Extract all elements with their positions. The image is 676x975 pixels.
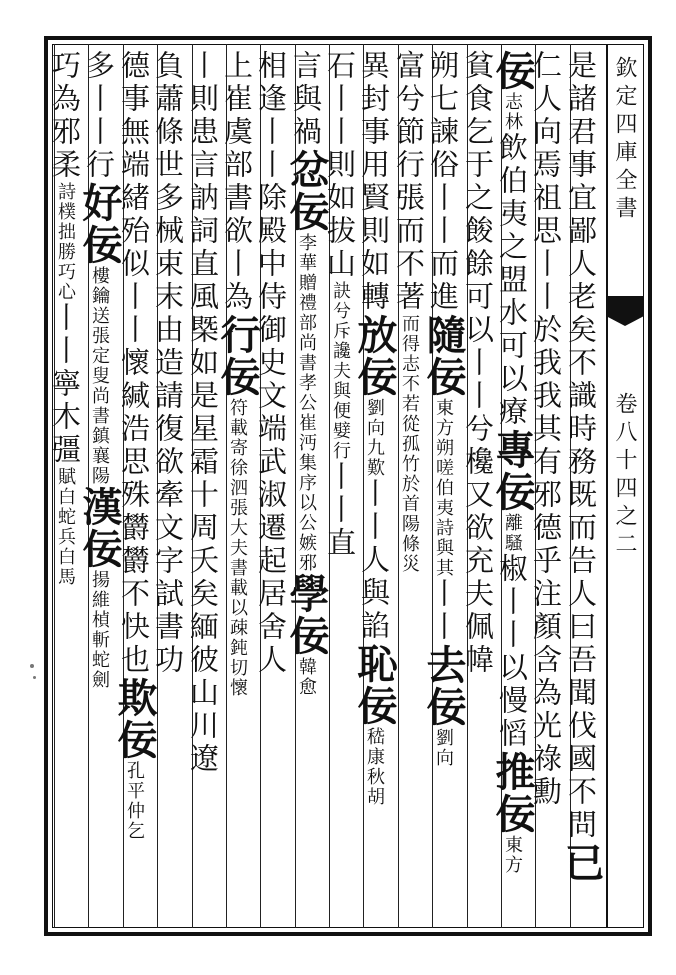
body-text: 丨丨 <box>117 281 151 347</box>
body-text: 丨丨 <box>82 83 116 149</box>
source-note: 李華贈禮部尚書孝公崔沔集序以公嫉邪 <box>296 233 317 573</box>
text-column <box>323 50 362 922</box>
body-text: 丨丨 <box>495 586 529 652</box>
source-note: 行 <box>330 441 351 461</box>
body-text: 兮欃又欲充夫佩幃 <box>461 413 495 677</box>
source-note: 嵇康秋胡 <box>364 727 385 807</box>
entry-headword: 隨佞 <box>420 314 467 398</box>
body-text: 貧食乞于之餕餘可以 <box>461 50 495 347</box>
body-text: 行 <box>82 149 116 182</box>
body-text: 而進 <box>426 248 460 314</box>
body-text: 為 <box>220 281 254 314</box>
body-text: 飲伯夷之盟水可以療 <box>495 132 529 429</box>
body-text: 異封事用賢則如轉 <box>357 50 391 314</box>
body-text: 寧木彊 <box>48 368 82 467</box>
source-note: 賦白蛇兵白馬 <box>55 467 76 587</box>
entry-headword: 欺佞 <box>111 677 158 761</box>
fishtail-mark <box>606 296 644 316</box>
text-column <box>151 50 190 922</box>
body-text: 丨則患言訥詞直 <box>186 50 220 281</box>
entry-headword: 忿佞 <box>283 149 330 233</box>
entry-headword: 去佞 <box>420 644 467 728</box>
text-column <box>283 50 330 922</box>
source-note: 詩樸拙勝巧心 <box>55 182 76 302</box>
entry-headword: 恥佞 <box>351 643 398 727</box>
source-note: 韓愈 <box>296 657 317 697</box>
text-column <box>489 50 536 922</box>
text-column <box>186 50 225 922</box>
body-text: 石 <box>323 50 357 83</box>
body-text: 相逢 <box>254 50 288 116</box>
source-note: 劉向九歎 <box>364 398 385 478</box>
body-text: 丨丨 <box>461 347 495 413</box>
text-column <box>214 50 261 922</box>
body-text: 則如拔山 <box>323 149 357 281</box>
body-text: 除殿中侍御史文端武淑遷起居舍人 <box>254 182 288 677</box>
entry-headword: 漢佞 <box>76 486 123 570</box>
body-text: 丨丨 <box>323 83 357 149</box>
body-text: 言與禍 <box>289 50 323 149</box>
text-column <box>48 50 87 922</box>
body-text: 負蕭條世多械束末由造請復欲牽文字試書功 <box>151 50 185 677</box>
body-text: 丨丨 <box>426 578 460 644</box>
text-column <box>76 50 123 922</box>
body-text: 丨丨 <box>254 116 288 182</box>
source-note: 符載寄徐泗張大夫書載以疎鈍切懷 <box>227 398 248 698</box>
body-text: 人與諂 <box>357 544 391 643</box>
text-column <box>529 50 568 922</box>
source-note: 條災 <box>399 534 420 574</box>
body-text: 丨丨 <box>529 248 563 314</box>
body-text: 丨丨 <box>323 461 357 527</box>
entry-headword: 放佞 <box>351 314 398 398</box>
text-column <box>420 50 467 922</box>
body-text: 丨丨 <box>426 182 460 248</box>
entry-headword: 專佞 <box>489 429 536 513</box>
source-note: 孔平仲乞 <box>124 761 145 841</box>
entry-headword: 好佞 <box>76 182 123 266</box>
body-text: 富兮節行張而不著 <box>392 50 426 314</box>
margin-book-title: 欽定四庫全書 <box>612 56 637 224</box>
source-note: 東方朔嗟伯夷詩與其 <box>433 398 454 578</box>
text-column <box>351 50 398 922</box>
source-note: 而得志不若從孤竹於首陽 <box>399 314 420 534</box>
entry-headword: 推佞 <box>489 751 536 835</box>
entry-headword: 已 <box>558 842 605 884</box>
body-text: 多 <box>82 50 116 83</box>
body-text: 於我我其有邪德乎注顏含為光祿勳 <box>529 314 563 809</box>
text-column <box>558 50 605 922</box>
entry-headword: 學佞 <box>283 573 330 657</box>
source-note: 揚維楨斬蛇劍 <box>89 570 110 690</box>
source-note: 東方 <box>502 835 523 875</box>
body-text: 丨丨 <box>48 302 82 368</box>
body-text: 上崔虞部書欲 <box>220 50 254 248</box>
body-text: 直 <box>323 527 357 560</box>
entry-headword: 佞 <box>489 50 536 92</box>
entry-headword: 行佞 <box>214 314 261 398</box>
body-text: 仁人向焉祖思 <box>529 50 563 248</box>
body-text: 以慢慆 <box>495 652 529 751</box>
body-text: 椒 <box>495 553 529 586</box>
body-text: 懷緘浩思殊欝欝不快也 <box>117 347 151 677</box>
body-text: 巧為邪柔 <box>48 50 82 182</box>
scan-speck <box>33 676 36 679</box>
text-column <box>461 50 500 922</box>
text-column <box>111 50 158 922</box>
body-text: 丨丨 <box>357 478 391 544</box>
body-text: 丨 <box>220 248 254 281</box>
source-note: 志林 <box>502 92 523 132</box>
body-text: 朔七諫俗 <box>426 50 460 182</box>
margin-volume-label: 卷八十四之二 <box>612 392 637 560</box>
text-column <box>254 50 293 922</box>
text-column <box>392 50 431 922</box>
source-note: 劉向 <box>433 728 454 768</box>
source-note: 離騷 <box>502 513 523 553</box>
source-note: 樓鑰送張定叟尚書鎮襄陽 <box>89 266 110 486</box>
scan-speck <box>30 664 34 668</box>
body-text: 是諸君事宜鄙人老矣不識時務既而告人曰吾聞伐國不問 <box>564 50 598 842</box>
body-text: 德事無端緒殆似 <box>117 50 151 281</box>
source-note: 訣兮斥讒夫與便嬖 <box>330 281 351 441</box>
body-text: 風槩如是星霜十周夭矣緬彼山川遼 <box>186 281 220 776</box>
